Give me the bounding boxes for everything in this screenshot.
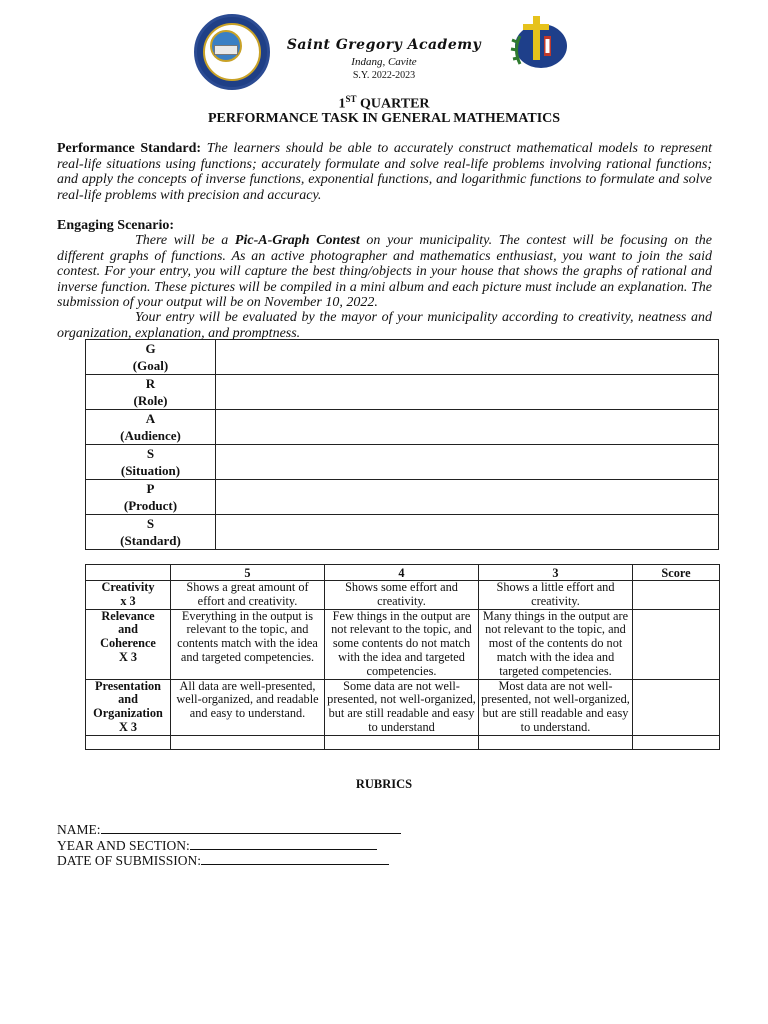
year-section-line[interactable] xyxy=(190,837,377,850)
grasps-answer-cell[interactable] xyxy=(216,445,719,480)
grasps-label: A (Audience) xyxy=(86,410,216,445)
school-year: S.Y. 2022-2023 xyxy=(352,70,416,81)
rubric-criterion: Relevance and Coherence X 3 xyxy=(86,609,171,679)
grasps-row-standard xyxy=(86,515,719,550)
rubric-cell-3: Shows a little effort and creativity. xyxy=(479,581,633,610)
rubric-empty-cell xyxy=(479,735,633,749)
year-section-field[interactable]: YEAR AND SECTION: xyxy=(57,837,377,853)
rubric-header-cell: Score xyxy=(633,565,720,581)
grasps-answer-cell[interactable] xyxy=(216,410,719,445)
grasps-label: G (Goal) xyxy=(86,340,216,375)
grasps-label: R (Role) xyxy=(86,375,216,410)
grasps-row-audience xyxy=(86,410,719,445)
rubric-empty-cell xyxy=(325,735,479,749)
task-title: PERFORMANCE TASK IN GENERAL MATHEMATICS xyxy=(207,111,561,126)
rubrics-caption: RUBRICS xyxy=(355,777,413,791)
rubric-score-cell[interactable] xyxy=(633,679,720,735)
rubric-score-cell[interactable] xyxy=(633,609,720,679)
performance-standard: Performance Standard: The learners should be able to accurately construct mathematical models to represent real-life situations using functions; accurately formulate and solve real-life problems involving rational functions; and apply the concepts of inverse functions, exponential functions, and logarithmic functions to formulate and solve real-life problems with precision and accuracy. xyxy=(57,141,712,203)
engaging-scenario-paragraph-2: Your entry will be evaluated by the mayor of your municipality according to creativity, neatness and organization, explanation, and promptness. xyxy=(57,310,712,341)
quarter-heading: 1ST QUARTER xyxy=(338,94,430,112)
rubric-criterion: Creativity x 3 xyxy=(86,581,171,610)
grasps-answer-cell[interactable] xyxy=(216,515,719,550)
rubric-empty-cell xyxy=(86,735,171,749)
rubric-cell-5: All data are well-presented, well-organized, and readable and easy to understand. xyxy=(171,679,325,735)
rubric-cell-4: Few things in the output are not relevant to the topic, and some contents do not match with the idea and targeted competencies. xyxy=(325,609,479,679)
rubric-total-score-cell[interactable] xyxy=(633,735,720,749)
rubric-row-presentation xyxy=(86,679,720,735)
engaging-scenario-paragraph-1: There will be a Pic-A-Graph Contest on your municipality. The contest will be focusing on the different graphs of functions. As an active photographer and mathematics enthusiast, you want to join the said contest. For your entry, you will capture the best thing/objects in your house that shows the graphs of rational and inverse function. These pictures will be compiled in a mini album and each picture must include an explanation. The submission of your output will be on November 10, 2022. xyxy=(57,233,712,311)
grasps-row-product xyxy=(86,480,719,515)
rubric-row-creativity xyxy=(86,581,720,610)
school-name: Saint Gregory Academy xyxy=(286,37,482,53)
rubric-row-relevance xyxy=(86,609,720,679)
engaging-scenario-label: Engaging Scenario: xyxy=(57,218,175,233)
rubric-cell-4: Shows some effort and creativity. xyxy=(325,581,479,610)
rubric-header-cell xyxy=(86,565,171,581)
grasps-answer-cell[interactable] xyxy=(216,375,719,410)
rubric-cell-3: Most data are not well-presented, not well-organized, but are still readable and easy to understand. xyxy=(479,679,633,735)
name-field[interactable]: NAME: xyxy=(57,821,401,837)
rubric-cell-5: Everything in the output is relevant to the topic, and contents match with the idea and targeted competencies. xyxy=(171,609,325,679)
grasps-table xyxy=(85,339,719,550)
rubric-total-row xyxy=(86,735,720,749)
school-location: Indang, Cavite xyxy=(351,56,417,68)
rubric-empty-cell xyxy=(171,735,325,749)
grasps-label: S (Standard) xyxy=(86,515,216,550)
grasps-row-goal xyxy=(86,340,719,375)
grasps-label: S (Situation) xyxy=(86,445,216,480)
rubric-header-row xyxy=(86,565,720,581)
rubric-header-cell: 5 xyxy=(171,565,325,581)
rubric-cell-4: Some data are not well-presented, not well-organized, but are still readable and easy to understand xyxy=(325,679,479,735)
name-line[interactable] xyxy=(101,821,401,834)
rubric-table xyxy=(85,564,720,750)
rubric-score-cell[interactable] xyxy=(633,581,720,610)
grasps-answer-cell[interactable] xyxy=(216,480,719,515)
rubric-criterion: Presentation and Organization X 3 xyxy=(86,679,171,735)
grasps-row-role xyxy=(86,375,719,410)
date-submission-line[interactable] xyxy=(201,852,389,865)
rubric-header-cell: 3 xyxy=(479,565,633,581)
rubric-header-cell: 4 xyxy=(325,565,479,581)
rubric-cell-5: Shows a great amount of effort and creativity. xyxy=(171,581,325,610)
grasps-answer-cell[interactable] xyxy=(216,340,719,375)
date-submission-field[interactable]: DATE OF SUBMISSION: xyxy=(57,852,389,868)
rubric-cell-3: Many things in the output are not relevant to the topic, and most of the contents do not match with the idea and targeted competencies. xyxy=(479,609,633,679)
grasps-row-situation xyxy=(86,445,719,480)
grasps-label: P (Product) xyxy=(86,480,216,515)
